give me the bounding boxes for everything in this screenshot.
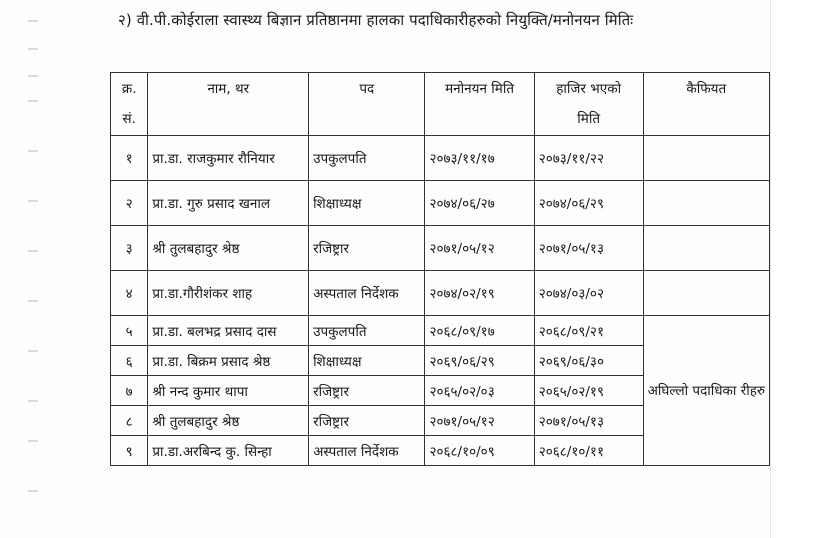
table-row — [111, 271, 770, 316]
table-row — [111, 136, 770, 181]
header-joined-date: हाजिर भएको मिति — [534, 73, 643, 136]
header-name: नाम, थर — [148, 73, 309, 136]
cell-joined-date: २०६८/१०/११ — [534, 436, 643, 466]
cell-remarks — [643, 181, 769, 226]
cell-remarks — [643, 271, 769, 316]
cell-joined-date: २०७४/०६/२९ — [534, 181, 643, 226]
cell-name: प्रा.डा. बलभद्र प्रसाद दास — [148, 316, 309, 346]
cell-joined-date: २०६९/०६/३० — [534, 346, 643, 376]
cell-joined-date: २०७४/०३/०२ — [534, 271, 643, 316]
header-post: पद — [309, 73, 425, 136]
section-heading: २) वी.पी.कोईराला स्वास्थ्य बिज्ञान प्रतिष्ठानमा हालका पदाधिकारीहरुको नियुक्ति/मनोनयन मितिः — [118, 11, 634, 29]
table-header-row — [111, 73, 770, 136]
cell-post: रजिष्ट्रार — [309, 406, 425, 436]
table-row — [111, 316, 770, 346]
cell-post: उपकुलपति — [309, 316, 425, 346]
cell-post: अस्पताल निर्देशक — [309, 271, 425, 316]
cell-nomination-date: २०७४/०६/२७ — [425, 181, 534, 226]
cell-serial: ८ — [111, 406, 148, 436]
cell-joined-date: २०६८/०९/२१ — [534, 316, 643, 346]
cell-serial: ६ — [111, 346, 148, 376]
cell-nomination-date: २०७३/११/१७ — [425, 136, 534, 181]
cell-name: प्रा.डा. राजकुमार रौनियार — [148, 136, 309, 181]
cell-name: श्री तुलबहादुर श्रेष्ठ — [148, 406, 309, 436]
header-serial: क्र. सं. — [111, 73, 148, 136]
cell-nomination-date: २०७१/०५/१२ — [425, 406, 534, 436]
cell-remarks — [643, 226, 769, 271]
cell-joined-date: २०७१/०५/१३ — [534, 226, 643, 271]
cell-name: श्री नन्द कुमार थापा — [148, 376, 309, 406]
cell-name: प्रा.डा. बिक्रम प्रसाद श्रेष्ठ — [148, 346, 309, 376]
header-remarks: कैफियत — [643, 73, 769, 136]
cell-name: प्रा.डा. गुरु प्रसाद खनाल — [148, 181, 309, 226]
cell-serial: ५ — [111, 316, 148, 346]
cell-post: अस्पताल निर्देशक — [309, 436, 425, 466]
cell-joined-date: २०७३/११/२२ — [534, 136, 643, 181]
table-row — [111, 181, 770, 226]
cell-joined-date: २०६५/०२/१९ — [534, 376, 643, 406]
cell-post: शिक्षाध्यक्ष — [309, 346, 425, 376]
page-margin-marks — [28, 0, 58, 538]
cell-post: रजिष्ट्रार — [309, 376, 425, 406]
cell-serial: २ — [111, 181, 148, 226]
cell-nomination-date: २०६८/०९/१७ — [425, 316, 534, 346]
cell-serial: ९ — [111, 436, 148, 466]
cell-name: प्रा.डा.गौरीशंकर शाह — [148, 271, 309, 316]
cell-name: श्री तुलबहादुर श्रेष्ठ — [148, 226, 309, 271]
table-row — [111, 226, 770, 271]
header-nomination-date: मनोनयन मिति — [425, 73, 534, 136]
cell-post: उपकुलपति — [309, 136, 425, 181]
cell-serial: ३ — [111, 226, 148, 271]
cell-nomination-date: २०७४/०२/१९ — [425, 271, 534, 316]
cell-nomination-date: २०७१/०५/१२ — [425, 226, 534, 271]
cell-serial: १ — [111, 136, 148, 181]
cell-post: शिक्षाध्यक्ष — [309, 181, 425, 226]
cell-nomination-date: २०६९/०६/२९ — [425, 346, 534, 376]
cell-name: प्रा.डा.अरबिन्द कु. सिन्हा — [148, 436, 309, 466]
cell-serial: ४ — [111, 271, 148, 316]
cell-joined-date: २०७१/०५/१३ — [534, 406, 643, 436]
cell-remarks — [643, 136, 769, 181]
cell-remarks-former: अघिल्लो पदाधिका रीहरु — [643, 316, 769, 466]
cell-serial: ७ — [111, 376, 148, 406]
cell-post: रजिष्ट्रार — [309, 226, 425, 271]
officials-table — [110, 72, 770, 466]
cell-nomination-date: २०६५/०२/०३ — [425, 376, 534, 406]
cell-nomination-date: २०६८/१०/०९ — [425, 436, 534, 466]
